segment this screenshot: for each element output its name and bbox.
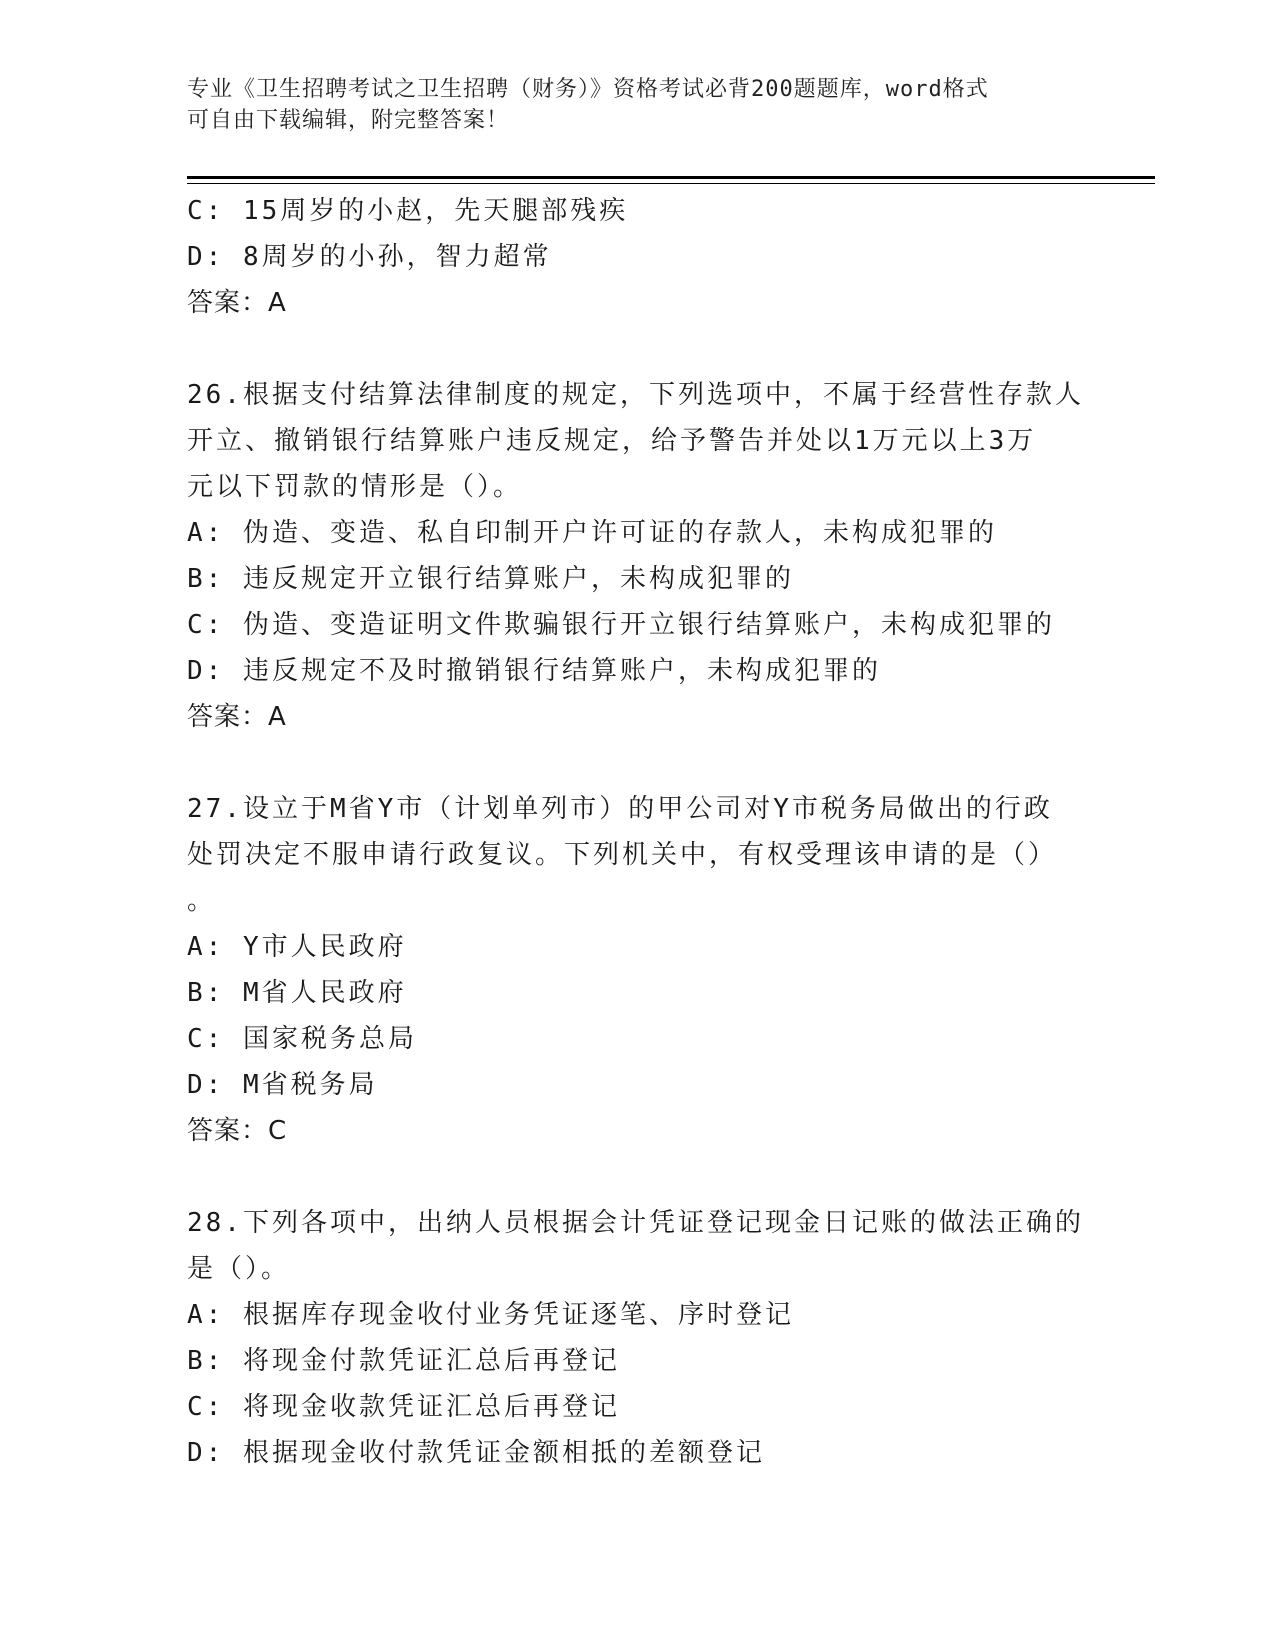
header-rule-thick [187, 176, 1155, 179]
header-line-2: 可自由下载编辑，附完整答案！ [187, 108, 510, 133]
option-d: D: 根据现金收付款凭证金额相抵的差额登记 [187, 1438, 765, 1468]
question-text-line: 27.设立于M省Y市（计划单列市）的甲公司对Y市税务局做出的行政 [187, 794, 1053, 824]
header-rule-thin [187, 183, 1155, 184]
question-26 [187, 372, 1087, 740]
question-text-line: 处罚决定不服申请行政复议。下列机关中，有权受理该申请的是（） [187, 840, 1058, 870]
option-d: D: M省税务局 [187, 1070, 378, 1100]
document-header [187, 74, 1067, 136]
header-line-1: 专业《卫生招聘考试之卫生招聘（财务）》资格考试必背200题题库，word格式 [187, 77, 989, 102]
question-text-line: 28.下列各项中，出纳人员根据会计凭证登记现金日记账的做法正确的 [187, 1208, 1084, 1238]
option-c: C: 将现金收款凭证汇总后再登记 [187, 1392, 620, 1422]
option-c: C: 伪造、变造证明文件欺骗银行开立银行结算账户，未构成犯罪的 [187, 610, 1055, 640]
option-b: B: M省人民政府 [187, 978, 407, 1008]
question-text-line: 元以下罚款的情形是（）。 [187, 472, 523, 502]
document-body [187, 188, 1087, 1476]
question-text-line: 26.根据支付结算法律制度的规定，下列选项中，不属于经营性存款人 [187, 380, 1084, 410]
option-a: A: 伪造、变造、私自印制开户许可证的存款人，未构成犯罪的 [187, 518, 997, 548]
option-a: A: 根据库存现金收付业务凭证逐笔、序时登记 [187, 1300, 794, 1330]
question-27 [187, 786, 1087, 1154]
question-28 [187, 1200, 1087, 1476]
option-c: C: 15周岁的小赵，先天腿部残疾 [187, 196, 629, 226]
option-d: D: 违反规定不及时撤销银行结算账户，未构成犯罪的 [187, 656, 881, 686]
question-text-line: 是（）。 [187, 1254, 291, 1284]
question-text-line: 。 [187, 886, 217, 916]
answer-line: 答案：C [187, 1116, 288, 1146]
option-a: A: Y市人民政府 [187, 932, 407, 962]
option-d: D: 8周岁的小孙，智力超常 [187, 242, 552, 272]
previous-question [187, 188, 1087, 326]
question-text-line: 开立、撤销银行结算账户违反规定，给予警告并处以1万元以上3万 [187, 426, 1037, 456]
option-b: B: 违反规定开立银行结算账户，未构成犯罪的 [187, 564, 794, 594]
answer-line: 答案：A [187, 288, 287, 318]
answer-line: 答案：A [187, 702, 287, 732]
option-c: C: 国家税务总局 [187, 1024, 417, 1054]
option-b: B: 将现金付款凭证汇总后再登记 [187, 1346, 620, 1376]
